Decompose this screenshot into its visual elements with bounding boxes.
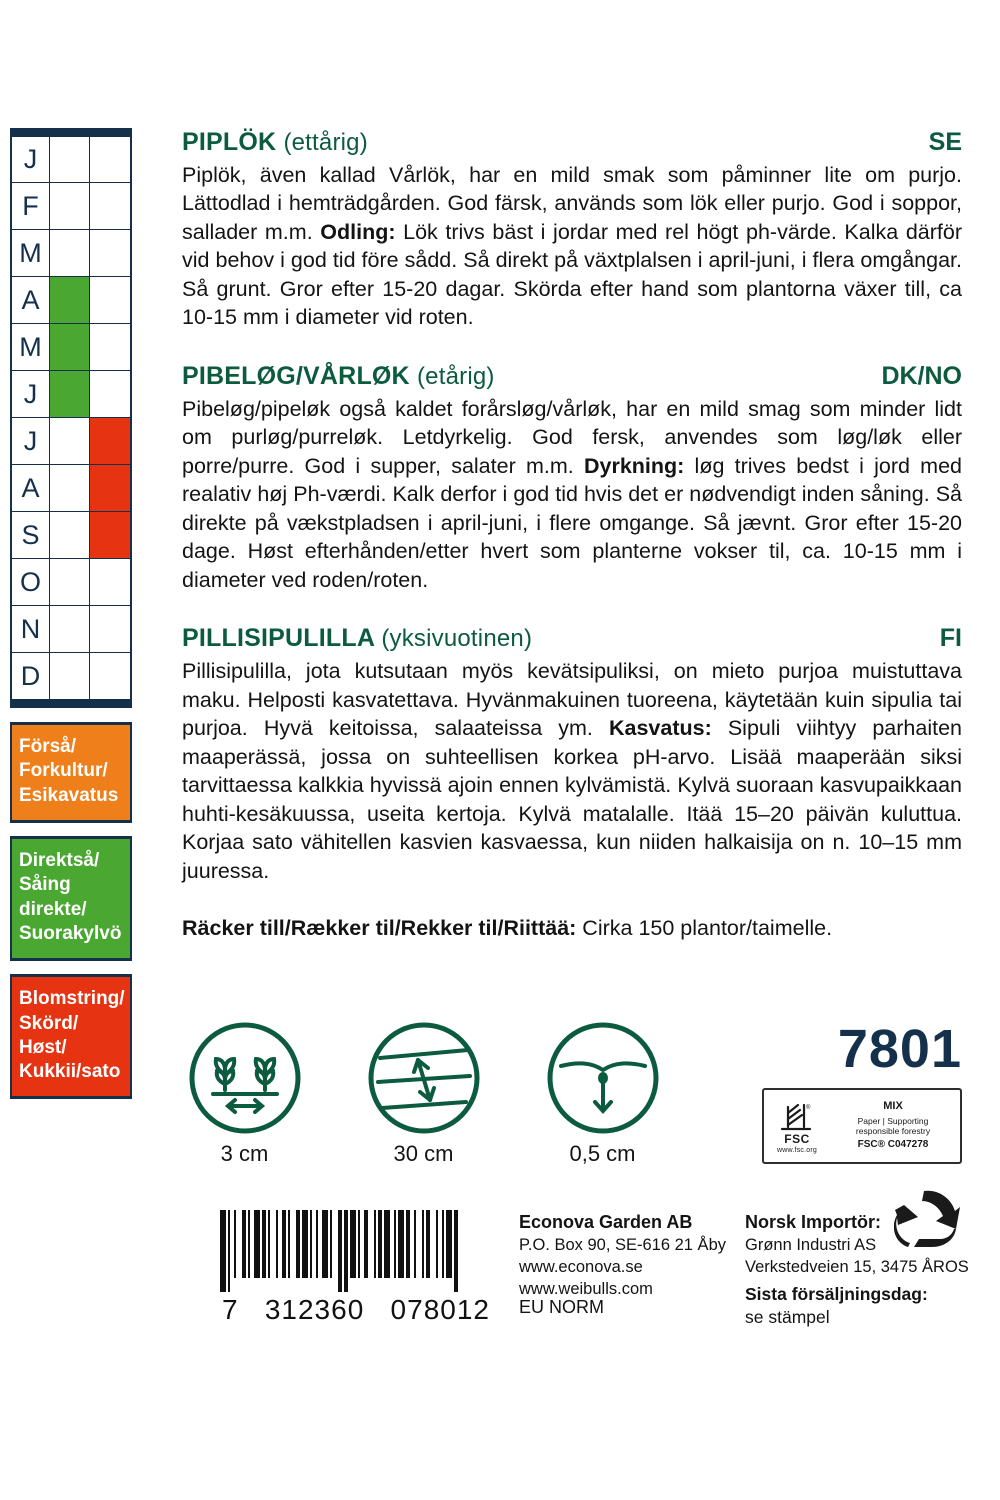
section-title	[182, 128, 368, 157]
section-title-text: PIPLÖK	[182, 128, 277, 156]
calendar-cell	[90, 512, 130, 559]
sowing-depth-icon	[547, 1022, 659, 1134]
calendar-cell	[90, 183, 130, 230]
calendar-cell	[50, 371, 90, 418]
calendar-cell	[90, 324, 130, 371]
legend-line: Esikavatus	[19, 784, 119, 806]
calendar-bottom-bar	[10, 700, 132, 708]
calendar-row	[12, 183, 130, 230]
company-website-1: www.econova.se	[519, 1257, 643, 1276]
calendar-row	[12, 277, 130, 324]
calendar-cell	[50, 277, 90, 324]
row-spacing-label: 30 cm	[393, 1141, 454, 1166]
company-address: P.O. Box 90, SE-616 21 Åby	[519, 1235, 726, 1254]
fsc-tree-icon	[778, 1099, 816, 1133]
sowing-depth-label: 0,5 cm	[569, 1141, 636, 1166]
calendar-cell	[90, 418, 130, 465]
section-language: DK/NO	[881, 361, 962, 390]
sowing-calendar	[10, 128, 132, 1099]
importer-address: Verkstedveien 15, 3475 ÅROS	[745, 1257, 969, 1276]
barcode-bar	[458, 1210, 460, 1292]
calendar-row	[12, 371, 130, 418]
section-language: FI	[939, 624, 962, 653]
calendar-cell	[90, 230, 130, 277]
calendar-cell	[90, 559, 130, 606]
last-sale-date	[745, 1283, 928, 1330]
importer-info	[745, 1211, 969, 1279]
calendar-cell	[50, 324, 90, 371]
section-subtitle: (ettårig)	[283, 129, 368, 156]
barcode-digits-right: 078012	[390, 1294, 490, 1325]
fsc-website: www.fsc.org	[777, 1147, 817, 1155]
barcode-digits-main: 312360	[264, 1294, 365, 1325]
calendar-month-label: M	[12, 230, 50, 277]
section-dkno	[182, 362, 962, 594]
calendar-month-label: F	[12, 183, 50, 230]
calendar-grid	[10, 136, 132, 700]
fsc-text	[830, 1100, 960, 1152]
importer-name: Grønn Industri AS	[745, 1235, 877, 1254]
fsc-desc-line1: Paper | Supporting	[857, 1115, 929, 1126]
calendar-cell	[90, 371, 130, 418]
legend-line: Forkultur/	[19, 760, 108, 782]
plant-spacing-icon	[189, 1022, 301, 1134]
barcode-bars	[220, 1210, 460, 1292]
legend-line: Høst/	[19, 1036, 67, 1058]
section-language: SE	[928, 128, 962, 156]
section-se	[182, 128, 962, 332]
calendar-row	[12, 559, 130, 606]
importer-title: Norsk Importör:	[745, 1212, 882, 1232]
section-title-text: PILLISIPULILLA	[182, 624, 375, 653]
calendar-row	[12, 512, 130, 559]
calendar-legend	[10, 722, 132, 1099]
last-sale-title: Sista försäljningsdag:	[745, 1284, 928, 1304]
legend-line: Direktså/	[19, 849, 100, 871]
legend-line: Skörd/	[19, 1012, 79, 1034]
calendar-cell	[90, 277, 130, 324]
legend-direct	[10, 836, 132, 961]
calendar-cell	[90, 465, 130, 512]
yield-value: Cirka 150 plantor/taimelle.	[576, 916, 833, 941]
calendar-month-label: N	[12, 606, 50, 653]
calendar-row	[12, 606, 130, 653]
calendar-cell	[90, 606, 130, 653]
calendar-row	[12, 230, 130, 277]
fsc-logo	[764, 1097, 830, 1155]
yield-label: Räcker till/Rækker til/Rekker til/Riittää:	[182, 916, 577, 941]
barcode-digit-left: 7	[222, 1294, 239, 1325]
growing-icons	[182, 1022, 665, 1167]
company-info	[519, 1211, 726, 1301]
calendar-month-label: S	[12, 512, 50, 559]
legend-line: Kukkii/sato	[19, 1061, 121, 1083]
calendar-row	[12, 324, 130, 371]
calendar-row	[12, 465, 130, 512]
section-subtitle: (etårig)	[416, 362, 495, 390]
calendar-cell	[50, 653, 90, 700]
calendar-cell	[50, 230, 90, 277]
calendar-row	[12, 136, 130, 183]
calendar-cell	[50, 559, 90, 606]
icon-item-plant-spacing	[182, 1022, 307, 1167]
last-sale-value: se stämpel	[745, 1307, 830, 1328]
eu-norm-label: EU NORM	[519, 1297, 604, 1317]
legend-harvest	[10, 974, 132, 1099]
calendar-month-label: J	[12, 418, 50, 465]
section-body: Piplök, även kallad Vårlök, har en mild smak som påminner lite om purjo. Lättodlad i hemträdgården. God färsk, används som lök eller purjo. God i soppor, sallader m.m. Odling: Lök trivs bäst i jordar med rel högt ph-värde. Kalka därför vid behov i god tid före sådd. Så direkt på växtplalsen i april-juni, i flera omgångar. Så grunt. Gror efter 15-20 dagar. Skörda efter hand som plantorna växer till, ca 10-15 mm i diameter vid roten.	[182, 163, 962, 330]
icon-item-row-spacing	[361, 1022, 486, 1167]
section-header	[182, 362, 962, 391]
legend-line: Förså/	[19, 736, 77, 757]
calendar-cell	[90, 136, 130, 183]
barcode	[220, 1210, 492, 1326]
calendar-cell	[50, 512, 90, 559]
row-spacing-icon	[368, 1022, 480, 1134]
section-header	[182, 624, 962, 653]
section-header	[182, 128, 962, 157]
company-name: Econova Garden AB	[519, 1212, 693, 1232]
calendar-month-label: J	[12, 371, 50, 418]
calendar-month-label: M	[12, 324, 50, 371]
icon-item-sowing-depth	[540, 1022, 665, 1167]
legend-line: Såing	[19, 874, 71, 896]
fsc-mix-label: MIX	[883, 1100, 903, 1113]
section-fi	[182, 624, 962, 885]
barcode-digits	[220, 1294, 492, 1326]
calendar-cell	[50, 606, 90, 653]
section-title	[182, 624, 532, 653]
calendar-row	[12, 418, 130, 465]
legend-line: direkte/	[19, 898, 87, 920]
fsc-mark: FSC	[784, 1132, 810, 1147]
calendar-month-label: D	[12, 653, 50, 700]
section-subtitle: (yksivuotinen)	[381, 625, 533, 653]
plant-spacing-label: 3 cm	[220, 1141, 269, 1166]
calendar-month-label: A	[12, 277, 50, 324]
svg-text:®: ®	[806, 1105, 811, 1112]
calendar-cell	[50, 418, 90, 465]
calendar-cell	[90, 653, 130, 700]
calendar-cell	[50, 136, 90, 183]
description-content	[182, 128, 962, 951]
fsc-certification-box	[762, 1088, 962, 1164]
section-body: Pillisipulilla, jota kutsutaan myös kevätsipuliksi, on mieto purjoa muistuttava maku. Helposti kasvatettava. Hyvänmakuinen tuoreena, käytetään kuin sipulia tai purjoa. Hyvä keitoissa, salaateissa ym. Kasvatus: Sipuli viihtyy parhaiten maaperässä, jossa on suhteellisen korkea pH-arvo. Lisää maaperään siksi tarvittaessa kalkkia hyvissä ajoin ennen kylvämistä. Kylvä suoraan kasvupaikkaan huhti-kesäkuussa, useita kertoja. Kylvä matalalle. Itää 15–20 päivän kuluttua. Korjaa sato vähitellen kasvien kasvaessa, kun niiden halkaisija on n. 10–15 mm juuressa.	[182, 659, 962, 883]
fsc-desc-line2: responsible forestry	[855, 1126, 931, 1137]
legend-presow	[10, 722, 132, 823]
section-body: Pibeløg/pipeløk også kaldet forårsløg/vårløk, har en mild smag som minder lidt om purløg/purreløk. Letdyrkelig. God fersk, anvendes som løg/løk eller porre/purre. God i supper, salater m.m. Dyrkning: løg trives bedst i jord med realativ høj Ph-værdi. Kalk derfor i god tid hvis det er nødvendigt inden såning. Så direkte på vækstpladsen i april-juni, i flere omgange. Så jævnt. Gror efter 15-20 dage. Høst efterhånden/etter hvert som planterne vokser til, ca. 10-15 mm i diameter ved roden/roten.	[182, 396, 962, 592]
product-number: 7801	[837, 1019, 962, 1079]
calendar-month-label: J	[12, 136, 50, 183]
calendar-row	[12, 653, 130, 700]
company-website-2: www.weibulls.com	[519, 1279, 653, 1298]
calendar-top-bar	[10, 128, 132, 136]
section-title-text: PIBELØG/VÅRLØK	[182, 361, 410, 390]
fsc-code: FSC® C047278	[857, 1139, 929, 1151]
calendar-cell	[50, 183, 90, 230]
yield-info	[182, 915, 962, 943]
legend-line: Blomstring/	[19, 988, 125, 1010]
section-title	[182, 362, 495, 391]
calendar-month-label: A	[12, 465, 50, 512]
calendar-cell	[50, 465, 90, 512]
calendar-month-label: O	[12, 559, 50, 606]
legend-line: Suorakylvö	[19, 922, 122, 944]
